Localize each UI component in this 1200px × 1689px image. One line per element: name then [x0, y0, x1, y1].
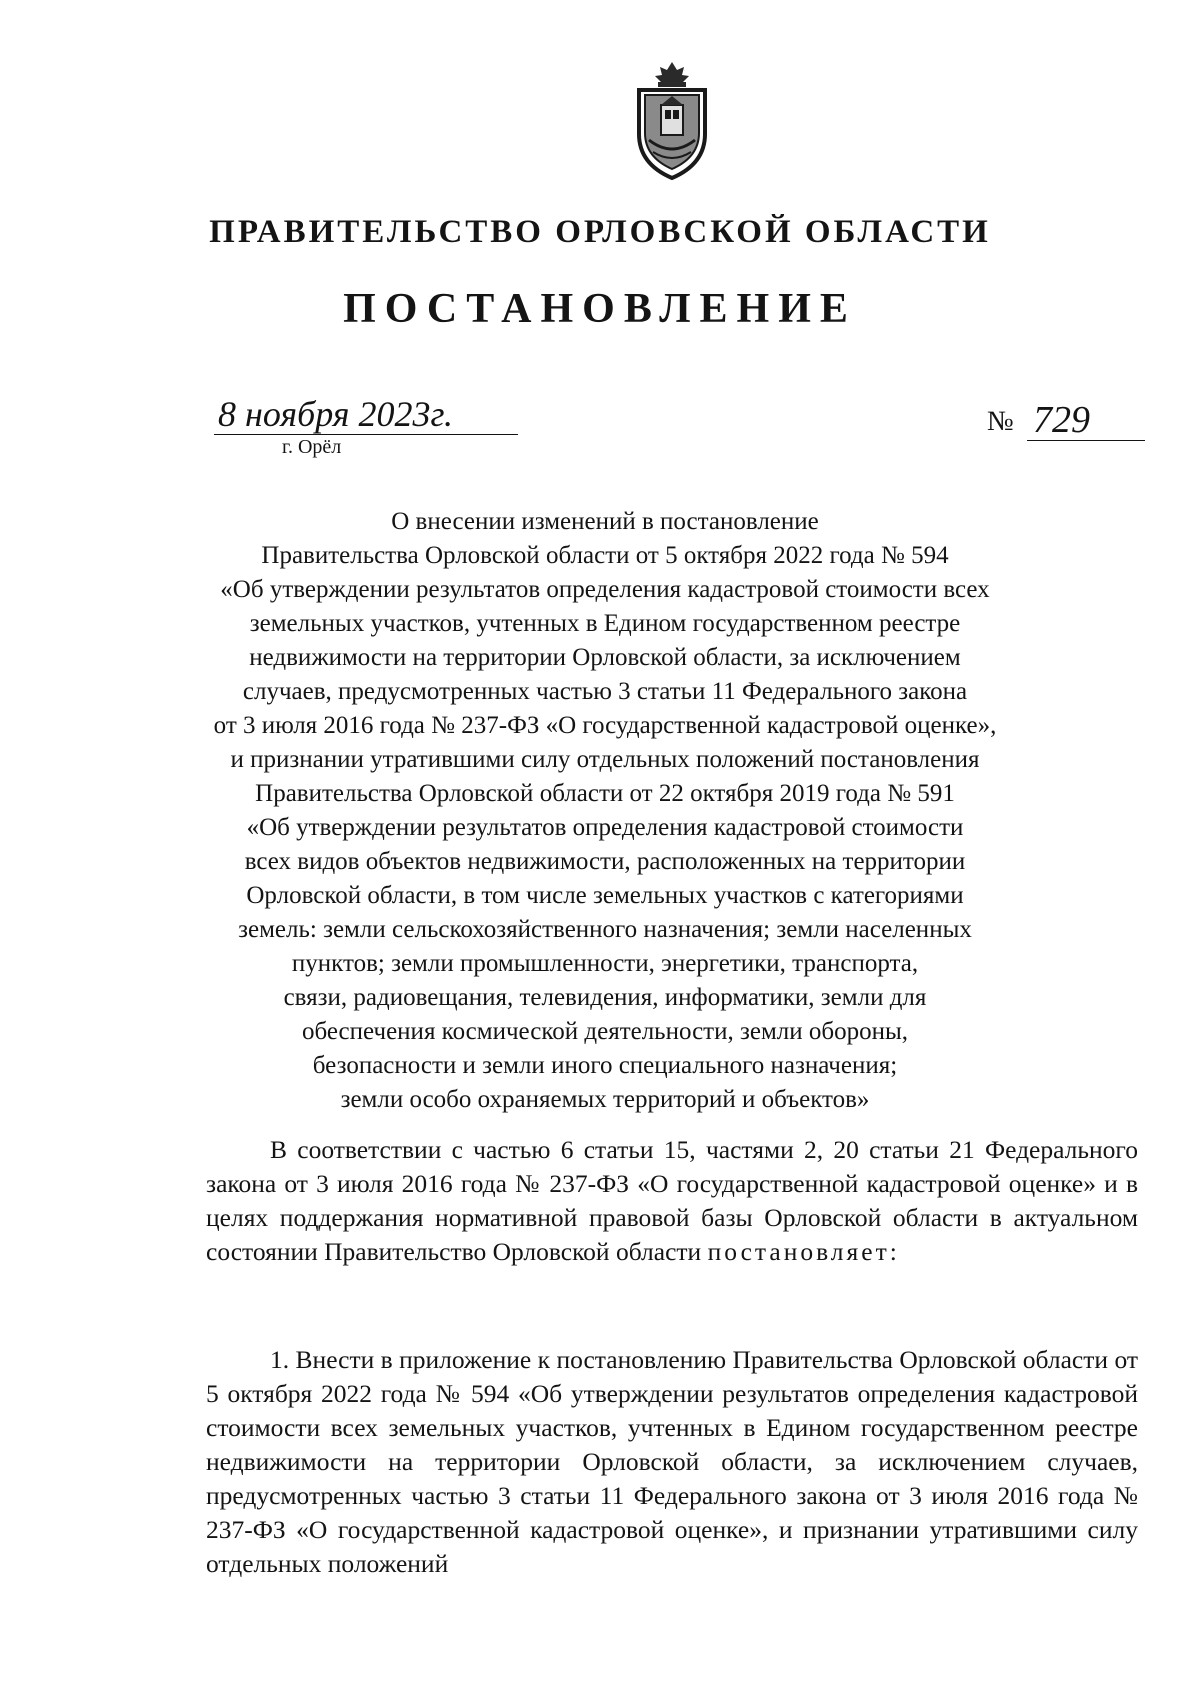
subject-line: пунктов; земли промышленности, энергетики, транспорта, — [291, 950, 919, 977]
subject-line: Правительства Орловской области от 22 октября 2019 года № 591 — [255, 780, 955, 807]
subject-line: земельных участков, учтенных в Едином государственном реестре — [249, 610, 961, 637]
subject-line: обеспечения космической деятельности, земли обороны, — [301, 1018, 909, 1045]
document-subject — [190, 505, 1020, 1117]
subject-line: безопасности и земли иного специального назначения; — [312, 1052, 898, 1079]
subject-line: «Об утверждении результатов определения кадастровой стоимости всех — [220, 576, 990, 603]
subject-line: и признании утратившими силу отдельных положений постановления — [230, 746, 980, 773]
subject-line: О внесении изменений в постановление — [391, 508, 819, 535]
subject-line: Орловской области, в том числе земельных участков с категориями — [246, 882, 964, 909]
subject-line: земель: земли сельскохозяйственного назначения; земли населенных — [238, 916, 972, 943]
subject-line: «Об утверждении результатов определения кадастровой стоимости — [246, 814, 964, 841]
document-type: ПОСТАНОВЛЕНИЕ — [343, 286, 857, 332]
document-date: 8 ноября 2023г. — [214, 394, 518, 435]
subject-line: от 3 июля 2016 года № 237-ФЗ «О государственной кадастровой оценке», — [213, 712, 997, 739]
subject-line: всех видов объектов недвижимости, расположенных на территории — [244, 848, 966, 875]
document-city: г. Орёл — [282, 436, 342, 458]
subject-line: случаев, предусмотренных частью 3 статьи 11 Федерального закона — [242, 678, 968, 705]
number-sign: № — [987, 406, 1014, 437]
preamble-paragraph — [206, 1133, 1138, 1269]
subject-line: связи, радиовещания, телевидения, информатики, земли для — [283, 984, 927, 1011]
government-name: ПРАВИТЕЛЬСТВО ОРЛОВСКОЙ ОБЛАСТИ — [209, 214, 991, 250]
subject-line: земли особо охраняемых территорий и объектов» — [340, 1086, 870, 1113]
resolves-word: постановляет: — [707, 1237, 900, 1266]
subject-line: Правительства Орловской области от 5 октября 2022 года № 594 — [261, 542, 949, 569]
coat-of-arms-icon — [631, 60, 713, 184]
preamble-text: В соответствии с частью 6 статьи 15, частями 2, 20 статьи 21 Федерального закона от 3 июля 2016 года № 237-ФЗ «О государственной кадастровой оценке» и в целях поддержания нормативной правовой базы Орловской области в актуальном состоянии Правительство Орловской области — [206, 1135, 1138, 1266]
document-number: 729 — [1027, 400, 1145, 441]
subject-line: недвижимости на территории Орловской области, за исключением — [249, 644, 961, 671]
clause-1: 1. Внести в приложение к постановлению Правительства Орловской области от 5 октября 2022 года № 594 «Об утверждении результатов определения кадастровой стоимости всех земельных участков, учтенных в Едином государственном реестре недвижимости на территории Орловской области, за исключением случаев, предусмотренных частью 3 статьи 11 Федерального закона от 3 июля 2016 года № 237-ФЗ «О государственной кадастровой оценке», и признании утратившими силу отдельных положений — [206, 1345, 1138, 1578]
